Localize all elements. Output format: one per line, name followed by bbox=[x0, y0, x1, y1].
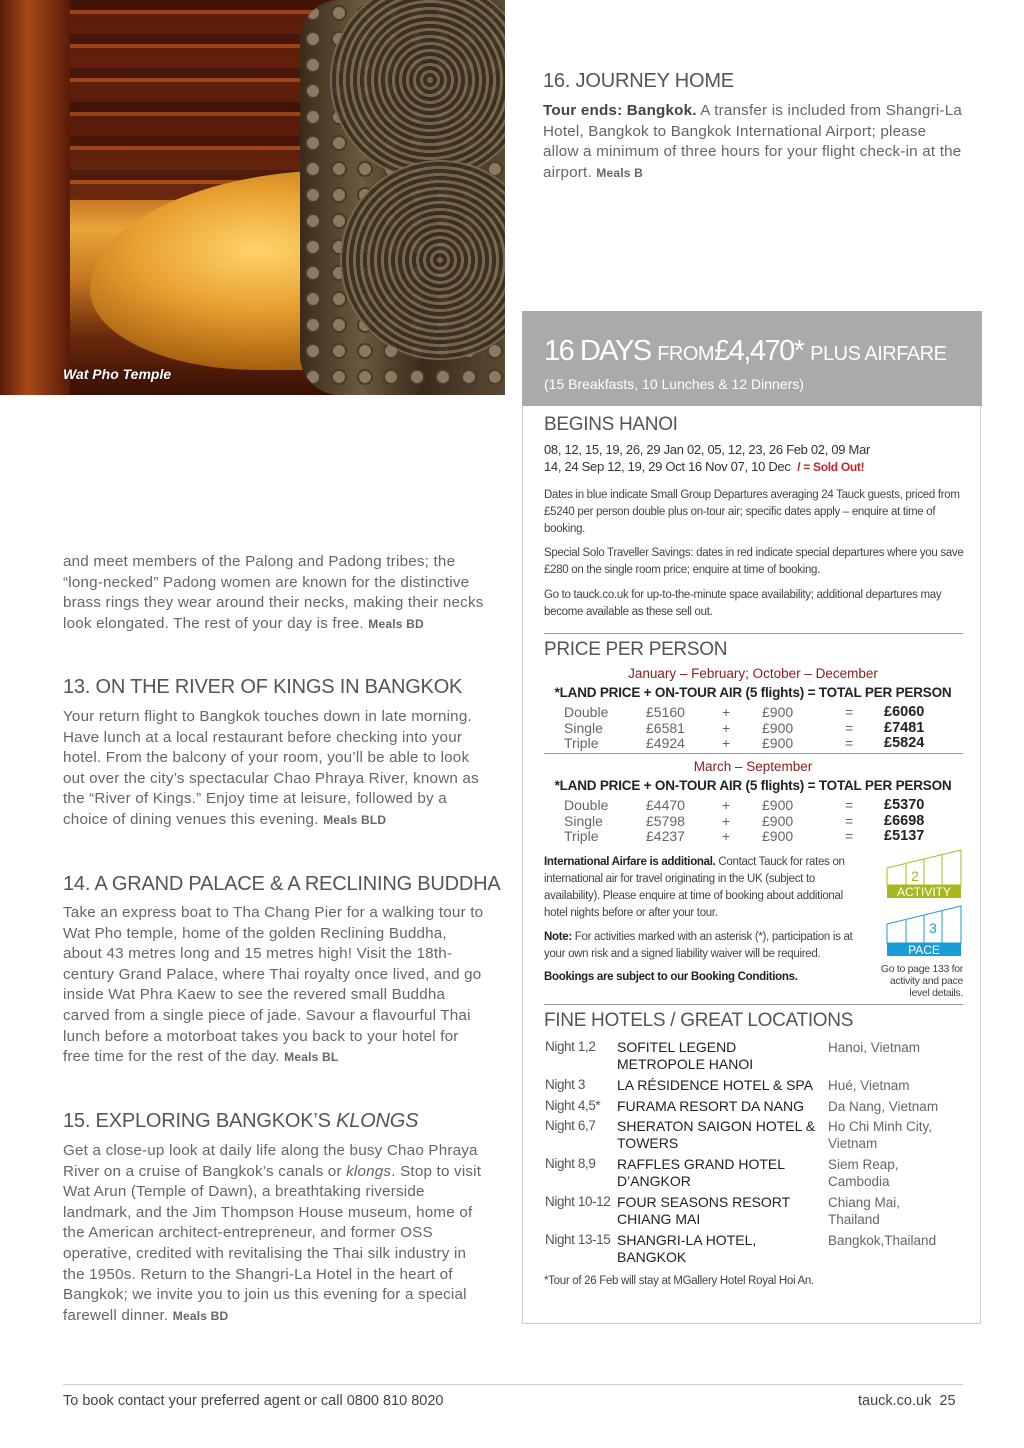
hotel-location: Chiang Mai, Thailand bbox=[828, 1195, 901, 1227]
hotel-nights: Night 3 bbox=[545, 1077, 585, 1092]
price-columns-header: *LAND PRICE + ON-TOUR AIR (5 flights) = TOTAL PER PERSON bbox=[554, 778, 952, 793]
season-heading: March – September bbox=[693, 759, 813, 774]
availability-note: Go to tauck.co.uk for up-to-the-minute space availability; additional departures may become available as these sell out. bbox=[544, 589, 942, 618]
solo-savings-note: Special Solo Traveller Savings: dates in red indicate special departures where you save £280 on the single room price; enquire at time of booking. bbox=[544, 547, 964, 576]
section-16-title: 16. JOURNEY HOME bbox=[543, 70, 734, 92]
room-type: Double bbox=[564, 704, 609, 720]
section-16-body: Tour ends: Bangkok. A transfer is included from Shangri-La Hotel, Bangkok to Bangkok International Airport; please allow a minimum of three hours for your flight check-in at the airport. Meals B bbox=[543, 102, 962, 181]
equals-sign: = bbox=[845, 719, 854, 736]
total-price: £5824 bbox=[884, 735, 925, 751]
hotel-nights: Night 13-15 bbox=[545, 1232, 611, 1247]
price-row bbox=[564, 704, 944, 720]
website-link[interactable]: tauck.co.uk 25 bbox=[858, 1393, 956, 1409]
hotel-nights: Night 6,7 bbox=[545, 1118, 596, 1133]
activity-level: 2 bbox=[911, 868, 919, 884]
level-note: Go to page 133 for activity and pace level details. bbox=[880, 963, 963, 999]
pace-level: 3 bbox=[929, 920, 937, 936]
hotel-name: RAFFLES GRAND HOTEL D’ANGKOR bbox=[617, 1156, 785, 1189]
departure-dates-line1: 08, 12, 15, 19, 26, 29 Jan 02, 05, 12, 23, 26 Feb 02, 09 Mar bbox=[544, 442, 871, 457]
price-row bbox=[564, 735, 944, 751]
activity-label: ACTIVITY bbox=[896, 885, 951, 899]
hotel-nights: Night 10-12 bbox=[545, 1194, 611, 1209]
meals-label: Meals BD bbox=[368, 616, 424, 631]
sold-out-legend: / = Sold Out! bbox=[797, 460, 865, 474]
small-group-note: Dates in blue indicate Small Group Departures averaging 24 Tauck guests, priced from £5240 per person double plus on-tour air; specific dates apply – enquire at time of booking. bbox=[544, 489, 960, 535]
begins-heading: BEGINS HANOI bbox=[544, 414, 678, 435]
land-price: £4237 bbox=[646, 828, 685, 844]
plus-sign: + bbox=[722, 797, 731, 813]
air-price: £900 bbox=[762, 704, 794, 720]
pace-label: PACE bbox=[908, 943, 940, 957]
price-per-person-heading: PRICE PER PERSON bbox=[544, 639, 728, 660]
hotel-nights: Night 1,2 bbox=[545, 1039, 596, 1054]
price-row bbox=[564, 797, 944, 813]
equals-sign: = bbox=[845, 797, 854, 813]
equals-sign: = bbox=[845, 812, 854, 829]
tour-headline: 16 DAYS FROM£4,470* PLUS AIRFARE bbox=[544, 335, 947, 367]
hotel-name: SOFITEL LEGEND METROPOLE HANOI bbox=[617, 1039, 754, 1072]
total-price: £6698 bbox=[884, 812, 925, 829]
equals-sign: = bbox=[845, 828, 854, 844]
section-15-body: Get a close-up look at daily life along the busy Chao Phraya River on a cruise of Bangkok’s canals or klongs. Stop to visit Wat Arun (Temple of Dawn), a breathtaking riverside landmark, and the Jim Thompson House museum, home of the American architect-entrepreneur, and former OSS operative, credited with revitalising the Thai silk industry in the 1950s. Return to the Shangri-La Hotel in the heart of Bangkok; we invite you to join us this evening for a special farewell dinner. Meals BD bbox=[63, 1142, 482, 1324]
equals-sign: = bbox=[845, 704, 854, 720]
photo-caption: Wat Pho Temple bbox=[63, 366, 172, 382]
total-price: £6060 bbox=[884, 704, 925, 720]
tour-meals-summary: (15 Breakfasts, 10 Lunches & 12 Dinners) bbox=[544, 376, 804, 392]
waiver-note: Note: For activities marked with an asterisk (*), participation is at your own risk and a signed liability waiver will be required. bbox=[544, 931, 853, 960]
plus-sign: + bbox=[722, 735, 731, 751]
room-type: Single bbox=[564, 719, 603, 736]
airfare-note: International Airfare is additional. Contact Tauck for rates on international air for travel originating in the UK (subject to availability). Please enquire at time of booking about additional hotel nights before or after your tour. bbox=[544, 856, 845, 919]
plus-sign: + bbox=[722, 828, 731, 844]
room-type: Double bbox=[564, 797, 609, 813]
hotel-location: Da Nang, Vietnam bbox=[828, 1099, 939, 1114]
room-type: Triple bbox=[564, 828, 599, 844]
land-price: £4470 bbox=[646, 797, 685, 813]
meals-label: Meals BL bbox=[284, 1050, 339, 1065]
reclining-buddha-photo bbox=[0, 0, 505, 395]
equals-sign: = bbox=[845, 735, 854, 751]
section-14-title: 14. A GRAND PALACE & A RECLINING BUDDHA bbox=[63, 873, 501, 895]
booking-conditions: Bookings are subject to our Booking Conditions. bbox=[544, 971, 798, 983]
hotel-name: FURAMA RESORT DA NANG bbox=[617, 1098, 804, 1114]
air-price: £900 bbox=[762, 812, 794, 829]
section-13-title: 13. ON THE RIVER OF KINGS IN BANGKOK bbox=[63, 676, 463, 698]
total-price: £5370 bbox=[884, 797, 925, 813]
room-type: Single bbox=[564, 812, 603, 829]
page-number: 25 bbox=[939, 1393, 956, 1409]
air-price: £900 bbox=[762, 828, 794, 844]
hotel-location: Siem Reap, Cambodia bbox=[828, 1157, 899, 1189]
air-price: £900 bbox=[762, 797, 794, 813]
hotel-name: SHERATON SAIGON HOTEL & TOWERS bbox=[617, 1118, 816, 1151]
land-price: £5160 bbox=[646, 704, 685, 720]
hotel-location: Ho Chi Minh City, Vietnam bbox=[828, 1119, 933, 1151]
plus-sign: + bbox=[722, 704, 731, 720]
land-price: £5798 bbox=[646, 812, 685, 829]
hotel-nights: Night 8,9 bbox=[545, 1156, 596, 1171]
activity-pace-badges bbox=[886, 848, 962, 958]
hotel-footnote: *Tour of 26 Feb will stay at MGallery Hotel Royal Hoi An. bbox=[544, 1275, 814, 1287]
section-13-body: Your return flight to Bangkok touches down in late morning. Have lunch at a local restaurant before checking into your hotel. From the balcony of your room, you’ll be able to look out over the city’s spectacular Chao Phraya River, known as the “River of Kings.” Enjoy time at leisure, followed by a choice of dining venues this evening. Meals BLD bbox=[63, 708, 479, 828]
air-price: £900 bbox=[762, 735, 794, 751]
plus-sign: + bbox=[722, 812, 731, 829]
price-row bbox=[564, 828, 944, 844]
price-columns-header: *LAND PRICE + ON-TOUR AIR (5 flights) = TOTAL PER PERSON bbox=[554, 685, 952, 700]
hotel-name: FOUR SEASONS RESORT CHIANG MAI bbox=[617, 1194, 790, 1227]
total-price: £7481 bbox=[884, 719, 925, 736]
hotel-nights: Night 4,5* bbox=[545, 1098, 601, 1113]
price-row bbox=[564, 720, 944, 736]
hotels-heading: FINE HOTELS / GREAT LOCATIONS bbox=[544, 1010, 854, 1031]
meals-label: Meals B bbox=[596, 165, 644, 180]
air-price: £900 bbox=[762, 719, 794, 736]
plus-sign: + bbox=[722, 719, 731, 736]
hotel-name: SHANGRI-LA HOTEL, BANGKOK bbox=[617, 1232, 757, 1265]
hotel-name: LA RÉSIDENCE HOTEL & SPA bbox=[617, 1077, 814, 1093]
booking-contact: To book contact your preferred agent or call 0800 810 8020 bbox=[63, 1393, 444, 1409]
land-price: £6581 bbox=[646, 719, 685, 736]
meals-label: Meals BD bbox=[172, 1308, 229, 1323]
room-type: Triple bbox=[564, 735, 599, 751]
hotel-location: Hué, Vietnam bbox=[828, 1078, 910, 1093]
meals-label: Meals BLD bbox=[323, 812, 387, 827]
hotel-location: Bangkok,Thailand bbox=[828, 1233, 937, 1248]
departure-dates-line2: 14, 24 Sep 12, 19, 29 Oct 16 Nov 07, 10 Dec / = Sold Out! bbox=[544, 459, 865, 474]
season-heading: January – February; October – December bbox=[628, 666, 878, 681]
price-row bbox=[564, 813, 944, 829]
intro-paragraph: and meet members of the Palong and Padong tribes; the “long-necked” Padong women are known for the distinctive brass rings they wear around their necks, making their necks look elongated. The rest of your day is free. Meals BD bbox=[63, 553, 484, 632]
section-14-body: Take an express boat to Tha Chang Pier for a walking tour to Wat Pho temple, home of the golden Reclining Buddha, about 43 metres long and 15 metres high! Visit the 18th-century Grand Palace, where Thai royalty once lived, and go inside Wat Phra Kaew to see the revered small Buddha carved from a single piece of jade. Savour a flavourful Thai lunch before a motorboat takes you back to your hotel for free time for the rest of the day. Meals BL bbox=[63, 904, 484, 1066]
total-price: £5137 bbox=[884, 828, 925, 844]
hotel-location: Hanoi, Vietnam bbox=[828, 1040, 921, 1055]
section-15-title: 15. EXPLORING BANGKOK’S KLONGS bbox=[63, 1110, 419, 1132]
land-price: £4924 bbox=[646, 735, 685, 751]
